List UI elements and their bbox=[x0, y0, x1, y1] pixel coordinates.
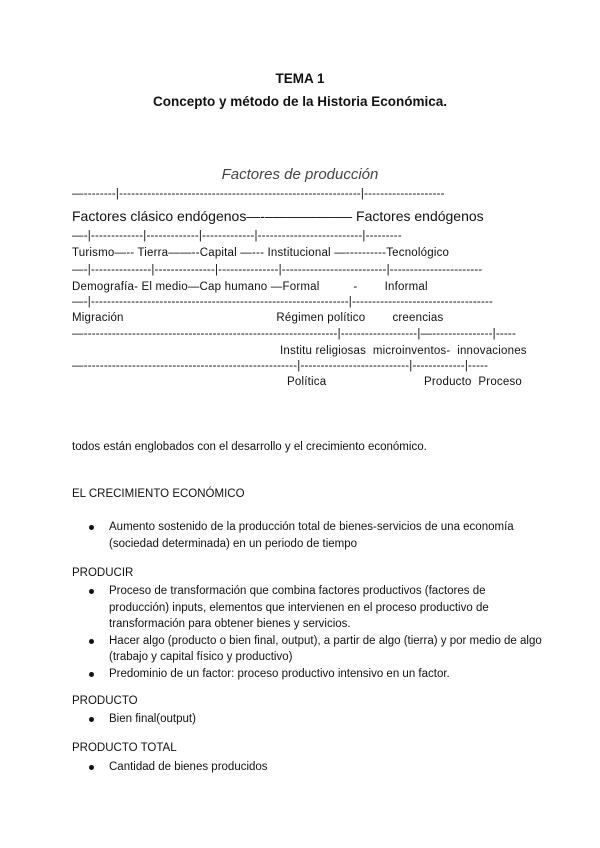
diagram-row: Producto Proceso bbox=[424, 376, 523, 388]
bullet-list bbox=[72, 759, 532, 776]
section-heading: PRODUCIR bbox=[72, 567, 134, 579]
diagram-row: Demografía- El medio—Cap humano —Formal - Informal bbox=[72, 281, 428, 293]
list-item: Predominio de un factor: proceso productivo intensivo en un factor. bbox=[72, 666, 542, 683]
section-heading: PRODUCTO bbox=[72, 695, 138, 707]
intro-text: todos están englobados con el desarrollo y el crecimiento económico. bbox=[72, 441, 427, 453]
list-item: Proceso de transformación que combina factores productivos (factores de producción) inputs, elementos que intervienen en el proceso productivo de transformación para obtener bienes y servicios. bbox=[72, 583, 542, 633]
diagram-row: —--------|------------------------------------------------------------|-------------------- bbox=[72, 188, 445, 200]
diagram-row: Factores clásico endógenos—-–—–—–—–— Factores endógenos bbox=[72, 208, 484, 224]
diagram-row: —-|----------------------------------------------------------------|----------------------------------- bbox=[72, 296, 494, 308]
list-item: Bien final(output) bbox=[72, 711, 532, 728]
list-item: Cantidad de bienes producidos bbox=[72, 759, 532, 776]
diagram-row: —-|-------------|-------------|-------------|--------------------------|--------- bbox=[72, 230, 402, 242]
section-heading: PRODUCTO TOTAL bbox=[72, 742, 177, 754]
list-item: Aumento sostenido de la producción total de bienes-servicios de una economía (sociedad determinada) en un periodo de tiempo bbox=[72, 519, 532, 552]
diagram-row: Turismo—-- Tierra——--Capital —--- Institucional —----------Tecnológico bbox=[72, 247, 450, 259]
diagram-row: —-|---------------|---------------|---------------|--------------------------|----------------------- bbox=[72, 264, 483, 276]
diagram-row: Política bbox=[287, 376, 327, 388]
list-item: Hacer algo (producto o bien final, output), a partir de algo (tierra) y por medio de algo (trabajo y capital físico y productivo) bbox=[72, 633, 542, 666]
page-title: TEMA 1 bbox=[275, 71, 325, 86]
bullet-list bbox=[72, 583, 542, 682]
diagram-row: —---------------------------------------------------------------|-------------------|—---------------|----- bbox=[72, 328, 516, 340]
diagram-row: Migración Régimen político creencias bbox=[72, 312, 444, 324]
section-heading: EL CRECIMIENTO ECONÓMICO bbox=[72, 488, 245, 500]
bullet-list bbox=[72, 711, 532, 728]
bullet-list bbox=[72, 519, 532, 552]
page-subtitle: Concepto y método de la Historia Económica. bbox=[152, 94, 448, 109]
diagram-row: —-----------------------------------------------------|---------------------------|-------------|----- bbox=[72, 360, 489, 372]
diagram-heading: Factores de producción bbox=[221, 166, 379, 183]
diagram-row: Institu religiosas microinventos- innovaciones bbox=[280, 345, 527, 357]
